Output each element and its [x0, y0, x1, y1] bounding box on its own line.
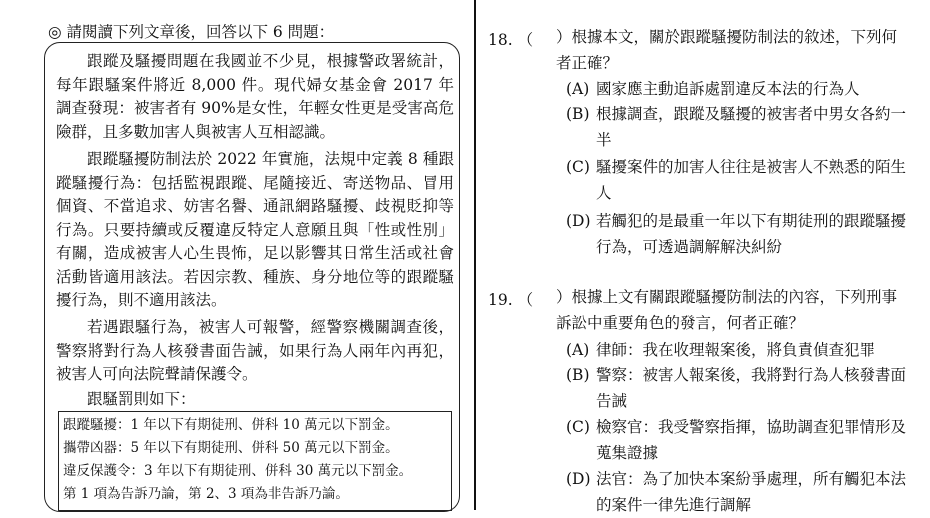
penalty-protection-order: 違反保護令：3 年以下有期徒刑、併科 30 萬元以下罰金。 [63, 463, 413, 479]
column-divider [474, 0, 476, 510]
option-text: 警察：被害人報案後，我將對行為人核發書面告誡 [596, 366, 907, 410]
option-text: 律師：我在收理報案後，將負責偵查犯罪 [596, 341, 876, 359]
option-text: 騷擾案件的加害人往往是被害人不熟悉的陌生人 [596, 158, 907, 202]
option-text: 若觸犯的是最重一年以下有期徒刑的跟蹤騷擾行為，可透過調解解決糾紛 [596, 212, 907, 256]
option-label[interactable]: (B) [566, 366, 590, 384]
penalty-table [58, 411, 452, 511]
penalty-weapon: 攜帶凶器：5 年以下有期徒刑、併科 50 萬元以下罰金。 [63, 440, 399, 456]
option-label[interactable]: (B) [566, 105, 590, 123]
option-label[interactable]: (D) [566, 212, 591, 230]
passage-column [0, 0, 470, 510]
question-number: 18. （ [488, 31, 534, 49]
penalty-stalking: 跟蹤騷擾：1 年以下有期徒刑、併科 10 萬元以下罰金。 [63, 417, 399, 433]
option-label[interactable]: (A) [566, 341, 590, 359]
question-number: 19. （ [488, 291, 534, 309]
passage-paragraph-1: 跟蹤及騷擾問題在我國並不少見，根據警政署統計，每年跟騷案件將近 8,000 件。現代婦女基金會 2017 年調查發現：被害者有 90%是女性，年輕女性更是受害高危險群，且多數加害人與被害人互相認識。 [56, 52, 454, 141]
option-text: 國家應主動追訴處罰違反本法的行為人 [596, 80, 860, 98]
passage-paragraph-4: 跟騷罰則如下： [87, 390, 196, 408]
penalty-prosecution-note: 第 1 項為告訴乃論，第 2、3 項為非告訴乃論。 [63, 486, 349, 502]
passage-paragraph-2: 跟蹤騷擾防制法於 2022 年實施，法規中定義 8 種跟蹤騷擾行為：包括監視跟蹤、尾隨接近、寄送物品、冒用個資、不當追求、妨害名譽、通訊網路騷擾、歧視貶抑等行為。只要持續或反覆違反特定人意願且與「性或性別」有關，造成被害人心生畏怖，足以影響其日常生活或社會活動皆適用該法。若因宗教、種族、身分地位等的跟蹤騷擾行為，則不適用該法。 [56, 150, 454, 309]
option-label[interactable]: (C) [566, 418, 590, 436]
instructions: ◎ 請閱讀下列文章後，回答以下 6 問題： [48, 23, 335, 41]
passage-paragraph-3: 若遇跟騷行為，被害人可報警，經警察機關調查後，警察將對行為人核發書面告誡，如果行為人兩年內再犯，被害人可向法院聲請保護令。 [56, 318, 454, 383]
option-text: 根據調查，跟蹤及騷擾的被害者中男女各約一半 [596, 105, 907, 149]
option-label[interactable]: (C) [566, 158, 590, 176]
option-label[interactable]: (A) [566, 80, 590, 98]
option-text: 法官：為了加快本案紛爭處理，所有觸犯本法的案件一律先進行調解 [596, 470, 907, 514]
option-text: 檢察官：我受警察指揮，協助調查犯罪情形及蒐集證據 [596, 418, 907, 462]
questions-column [478, 0, 930, 514]
question-stem: ）根據本文，關於跟蹤騷擾防制法的敘述，下列何者正確？ [556, 28, 898, 72]
question-stem: ）根據上文有關跟蹤騷擾防制法的內容，下列刑事訴訟中重要角色的發言，何者正確？ [556, 288, 898, 332]
option-label[interactable]: (D) [566, 470, 591, 488]
